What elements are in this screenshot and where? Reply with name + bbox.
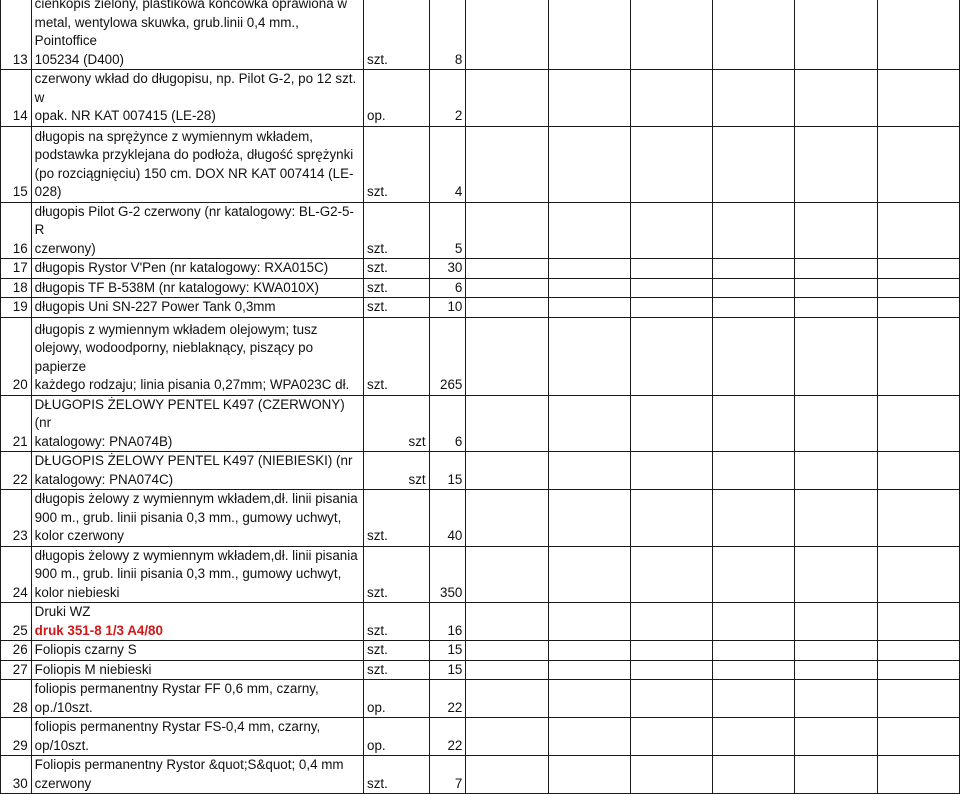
quantity-cell[interactable]: 15 xyxy=(429,660,466,680)
description-line: czerwony xyxy=(34,775,92,791)
table-row xyxy=(1,660,960,680)
empty-cell[interactable] xyxy=(548,317,630,395)
empty-cell[interactable] xyxy=(795,317,877,395)
quantity-cell[interactable]: 10 xyxy=(429,298,466,318)
description-line: katalogowy: PNA074B) xyxy=(34,433,173,449)
empty-cell[interactable] xyxy=(466,202,548,259)
table-row xyxy=(1,546,960,603)
unit-cell[interactable]: szt. xyxy=(364,490,430,547)
description-line: metal, wentylowa skuwka, grub.linii 0,4 mm., Pointoffice xyxy=(34,14,299,48)
description-line: długopis żelowy z wymiennym wkładem,dł. linii pisania xyxy=(34,491,358,506)
table-row xyxy=(1,680,960,718)
empty-cell[interactable] xyxy=(877,70,959,127)
empty-cell[interactable] xyxy=(548,259,630,279)
empty-cell[interactable] xyxy=(795,756,877,794)
quantity-cell[interactable]: 30 xyxy=(429,259,466,279)
table-row xyxy=(1,490,960,547)
empty-cell[interactable] xyxy=(713,202,795,259)
item-description-cell[interactable] xyxy=(31,718,363,756)
empty-cell[interactable] xyxy=(466,660,548,680)
table-row xyxy=(1,278,960,298)
empty-cell[interactable] xyxy=(466,317,548,395)
unit-cell[interactable]: szt. xyxy=(364,641,430,661)
table-row xyxy=(1,641,960,661)
item-description-cell[interactable] xyxy=(31,756,363,794)
empty-cell[interactable] xyxy=(713,452,795,490)
description-line: długopis z wymiennym wkładem olejowym; tusz xyxy=(34,321,318,337)
quantity-cell[interactable]: 350 xyxy=(429,546,466,603)
unit-cell[interactable]: szt. xyxy=(364,603,430,641)
empty-cell[interactable] xyxy=(713,395,795,452)
item-description-cell[interactable] xyxy=(31,317,363,395)
row-number[interactable]: 19 xyxy=(1,298,32,318)
empty-cell[interactable] xyxy=(877,259,959,279)
description-line: opak. NR KAT 007415 (LE-28) xyxy=(34,108,216,123)
row-number[interactable]: 23 xyxy=(1,490,32,547)
empty-cell[interactable] xyxy=(877,298,959,318)
description-line: długopis Rystor V'Pen (nr katalogowy: RXA015C) xyxy=(34,260,329,275)
empty-cell[interactable] xyxy=(466,259,548,279)
unit-cell[interactable]: szt xyxy=(364,395,430,452)
item-description-cell[interactable] xyxy=(31,0,363,70)
empty-cell[interactable] xyxy=(466,395,548,452)
empty-cell[interactable] xyxy=(548,660,630,680)
empty-cell[interactable] xyxy=(466,126,548,202)
description-line: kolor niebieski xyxy=(34,584,120,600)
description-line: olejowy, wodoodporny, nieblaknący, piszący po papierze xyxy=(34,340,314,374)
empty-cell[interactable] xyxy=(630,70,712,127)
item-description-cell[interactable] xyxy=(31,641,363,661)
unit-cell[interactable]: op. xyxy=(364,70,430,127)
item-description-cell[interactable] xyxy=(31,70,363,127)
row-number[interactable]: 20 xyxy=(1,317,32,395)
description-line: długopis Uni SN-227 Power Tank 0,3mm xyxy=(34,299,276,314)
empty-cell[interactable] xyxy=(877,641,959,661)
empty-cell[interactable] xyxy=(795,126,877,202)
unit-cell[interactable]: szt. xyxy=(364,126,430,202)
empty-cell[interactable] xyxy=(713,317,795,395)
empty-cell[interactable] xyxy=(630,202,712,259)
empty-cell[interactable] xyxy=(548,490,630,547)
description-line: Foliopis permanentny Rystor &quot;S&quot; 0,4 mm xyxy=(34,757,344,772)
empty-cell[interactable] xyxy=(795,278,877,298)
description-line: Druki WZ xyxy=(34,604,91,619)
empty-cell[interactable] xyxy=(795,298,877,318)
empty-cell[interactable] xyxy=(877,680,959,718)
row-number[interactable]: 15 xyxy=(1,126,32,202)
empty-cell[interactable] xyxy=(548,603,630,641)
empty-cell[interactable] xyxy=(630,452,712,490)
quantity-cell[interactable]: 15 xyxy=(429,452,466,490)
empty-cell[interactable] xyxy=(548,298,630,318)
empty-cell[interactable] xyxy=(713,603,795,641)
row-number[interactable]: 14 xyxy=(1,70,32,127)
unit-cell[interactable]: szt. xyxy=(364,317,430,395)
quantity-cell[interactable]: 8 xyxy=(429,0,466,70)
quantity-cell[interactable]: 22 xyxy=(429,680,466,718)
empty-cell[interactable] xyxy=(795,718,877,756)
item-description-cell[interactable] xyxy=(31,452,363,490)
description-line: czerwony wkład do długopisu, np. Pilot G-2, po 12 szt. w xyxy=(34,71,357,105)
empty-cell[interactable] xyxy=(466,680,548,718)
row-number[interactable]: 18 xyxy=(1,278,32,298)
item-description-cell[interactable] xyxy=(31,603,363,641)
row-number[interactable]: 28 xyxy=(1,680,32,718)
empty-cell[interactable] xyxy=(466,70,548,127)
empty-cell[interactable] xyxy=(630,0,712,70)
description-line: foliopis permanentny Rystar FF 0,6 mm, czarny, xyxy=(34,681,319,696)
empty-cell[interactable] xyxy=(877,718,959,756)
empty-cell[interactable] xyxy=(877,660,959,680)
table-row xyxy=(1,452,960,490)
empty-cell[interactable] xyxy=(630,756,712,794)
empty-cell[interactable] xyxy=(466,641,548,661)
description-line: Foliopis czarny S xyxy=(34,642,137,657)
quantity-cell[interactable]: 22 xyxy=(429,718,466,756)
description-line: długopis żelowy z wymiennym wkładem,dł. linii pisania xyxy=(34,547,358,563)
description-line: op/10szt. xyxy=(34,737,90,753)
description-line: długopis TF B-538M (nr katalogowy: KWA010X) xyxy=(34,279,319,295)
description-line: op./10szt. xyxy=(34,699,93,715)
unit-cell[interactable]: szt. xyxy=(364,756,430,794)
quantity-cell[interactable]: 16 xyxy=(429,603,466,641)
unit-cell[interactable]: op. xyxy=(364,718,430,756)
empty-cell[interactable] xyxy=(713,70,795,127)
empty-cell[interactable] xyxy=(466,718,548,756)
empty-cell[interactable] xyxy=(795,70,877,127)
empty-cell[interactable] xyxy=(466,452,548,490)
item-description-cell[interactable] xyxy=(31,546,363,603)
empty-cell[interactable] xyxy=(877,278,959,298)
row-number[interactable]: 16 xyxy=(1,202,32,259)
quantity-cell[interactable]: 2 xyxy=(429,70,466,127)
empty-cell[interactable] xyxy=(795,395,877,452)
empty-cell[interactable] xyxy=(630,680,712,718)
empty-cell[interactable] xyxy=(630,718,712,756)
empty-cell[interactable] xyxy=(795,660,877,680)
description-line: (po rozciągnięciu) 150 cm. DOX NR KAT 007414 (LE-028) xyxy=(34,165,354,199)
empty-cell[interactable] xyxy=(548,0,630,70)
row-number[interactable]: 24 xyxy=(1,546,32,603)
empty-cell[interactable] xyxy=(713,298,795,318)
empty-cell[interactable] xyxy=(630,490,712,547)
item-description-cell[interactable] xyxy=(31,259,363,279)
description-line: DŁUGOPIS ŻELOWY PENTEL K497 (CZERWONY) (nr xyxy=(34,396,345,430)
unit-cell[interactable]: szt. xyxy=(364,0,430,70)
description-line: podstawka przyklejana do podłoża, długość sprężynki xyxy=(34,147,354,162)
empty-cell[interactable] xyxy=(877,317,959,395)
empty-cell[interactable] xyxy=(630,259,712,279)
empty-cell[interactable] xyxy=(795,259,877,279)
description-line: 900 m., grub. linii pisania 0,3 mm., gumowy uchwyt, xyxy=(34,566,342,581)
row-number[interactable]: 13 xyxy=(1,0,32,70)
empty-cell[interactable] xyxy=(877,756,959,794)
description-line: każdego rodzaju; linia pisania 0,27mm; WPA023C dł. xyxy=(34,377,350,392)
empty-cell[interactable] xyxy=(795,490,877,547)
unit-cell[interactable]: szt. xyxy=(364,202,430,259)
empty-cell[interactable] xyxy=(630,603,712,641)
unit-cell[interactable]: szt xyxy=(364,452,430,490)
quantity-cell[interactable]: 4 xyxy=(429,126,466,202)
empty-cell[interactable] xyxy=(713,660,795,680)
item-description-cell[interactable] xyxy=(31,298,363,318)
row-number[interactable]: 25 xyxy=(1,603,32,641)
unit-cell[interactable]: szt. xyxy=(364,278,430,298)
empty-cell[interactable] xyxy=(466,756,548,794)
quantity-cell[interactable]: 7 xyxy=(429,756,466,794)
empty-cell[interactable] xyxy=(713,126,795,202)
description-line: 105234 (D400) xyxy=(34,51,125,67)
empty-cell[interactable] xyxy=(795,202,877,259)
empty-cell[interactable] xyxy=(713,680,795,718)
quantity-cell[interactable]: 5 xyxy=(429,202,466,259)
empty-cell[interactable] xyxy=(466,490,548,547)
row-number[interactable]: 17 xyxy=(1,259,32,279)
empty-cell[interactable] xyxy=(877,490,959,547)
empty-cell[interactable] xyxy=(630,278,712,298)
row-number[interactable]: 30 xyxy=(1,756,32,794)
empty-cell[interactable] xyxy=(877,395,959,452)
empty-cell[interactable] xyxy=(795,452,877,490)
description-line: cienkopis zielony, plastikowa końcówka oprawiona w xyxy=(34,0,348,11)
empty-cell[interactable] xyxy=(630,126,712,202)
table-row xyxy=(1,395,960,452)
table-row xyxy=(1,718,960,756)
item-description-cell[interactable] xyxy=(31,126,363,202)
unit-cell[interactable]: op. xyxy=(364,680,430,718)
item-description-cell[interactable] xyxy=(31,395,363,452)
empty-cell[interactable] xyxy=(548,641,630,661)
row-number[interactable]: 27 xyxy=(1,660,32,680)
table-row xyxy=(1,0,960,70)
empty-cell[interactable] xyxy=(795,0,877,70)
table-row xyxy=(1,126,960,202)
unit-cell[interactable]: szt. xyxy=(364,259,430,279)
row-number[interactable]: 26 xyxy=(1,641,32,661)
table-row xyxy=(1,259,960,279)
empty-cell[interactable] xyxy=(877,0,959,70)
table-row xyxy=(1,603,960,641)
description-line: czerwony) xyxy=(34,240,96,256)
unit-cell[interactable]: szt. xyxy=(364,546,430,603)
item-description-cell[interactable] xyxy=(31,490,363,547)
row-number[interactable]: 21 xyxy=(1,395,32,452)
quantity-cell[interactable]: 6 xyxy=(429,395,466,452)
empty-cell[interactable] xyxy=(548,126,630,202)
empty-cell[interactable] xyxy=(877,603,959,641)
empty-cell[interactable] xyxy=(877,202,959,259)
table-row xyxy=(1,298,960,318)
item-description-cell[interactable] xyxy=(31,660,363,680)
item-description-cell[interactable] xyxy=(31,680,363,718)
empty-cell[interactable] xyxy=(466,0,548,70)
quantity-cell[interactable]: 265 xyxy=(429,317,466,395)
empty-cell[interactable] xyxy=(713,756,795,794)
quantity-cell[interactable]: 15 xyxy=(429,641,466,661)
spreadsheet-body xyxy=(1,0,960,794)
empty-cell[interactable] xyxy=(795,641,877,661)
empty-cell[interactable] xyxy=(466,298,548,318)
empty-cell[interactable] xyxy=(713,718,795,756)
empty-cell[interactable] xyxy=(713,259,795,279)
description-line: foliopis permanentny Rystar FS-0,4 mm, czarny, xyxy=(34,719,321,734)
unit-cell[interactable]: szt. xyxy=(364,660,430,680)
table-row xyxy=(1,756,960,794)
empty-cell[interactable] xyxy=(630,317,712,395)
row-number[interactable]: 22 xyxy=(1,452,32,490)
description-line: długopis Pilot G-2 czerwony (nr katalogowy: BL-G2-5-R xyxy=(34,203,354,237)
empty-cell[interactable] xyxy=(630,641,712,661)
empty-cell[interactable] xyxy=(713,546,795,603)
empty-cell[interactable] xyxy=(877,126,959,202)
row-number[interactable]: 29 xyxy=(1,718,32,756)
empty-cell[interactable] xyxy=(795,680,877,718)
empty-cell[interactable] xyxy=(548,452,630,490)
empty-cell[interactable] xyxy=(713,278,795,298)
empty-cell[interactable] xyxy=(877,546,959,603)
highlighted-description-line: druk 351-8 1/3 A4/80 xyxy=(34,622,163,638)
empty-cell[interactable] xyxy=(630,546,712,603)
empty-cell[interactable] xyxy=(466,546,548,603)
empty-cell[interactable] xyxy=(466,278,548,298)
description-line: 900 m., grub. linii pisania 0,3 mm., gumowy uchwyt, xyxy=(34,509,342,525)
empty-cell[interactable] xyxy=(713,0,795,70)
quantity-cell[interactable]: 40 xyxy=(429,490,466,547)
description-line: kolor czerwony xyxy=(34,528,124,543)
empty-cell[interactable] xyxy=(548,202,630,259)
empty-cell[interactable] xyxy=(713,641,795,661)
table-row xyxy=(1,202,960,259)
empty-cell[interactable] xyxy=(548,718,630,756)
empty-cell[interactable] xyxy=(548,70,630,127)
empty-cell[interactable] xyxy=(877,452,959,490)
empty-cell[interactable] xyxy=(548,395,630,452)
empty-cell[interactable] xyxy=(466,603,548,641)
empty-cell[interactable] xyxy=(713,490,795,547)
item-description-cell[interactable] xyxy=(31,278,363,298)
description-line: długopis na sprężynce z wymiennym wkładem, xyxy=(34,128,314,144)
empty-cell[interactable] xyxy=(795,546,877,603)
description-line: katalogowy: PNA074C) xyxy=(34,471,174,487)
empty-cell[interactable] xyxy=(630,298,712,318)
quantity-cell[interactable]: 6 xyxy=(429,278,466,298)
empty-cell[interactable] xyxy=(548,756,630,794)
empty-cell[interactable] xyxy=(630,395,712,452)
table-row xyxy=(1,70,960,127)
empty-cell[interactable] xyxy=(630,660,712,680)
empty-cell[interactable] xyxy=(795,603,877,641)
empty-cell[interactable] xyxy=(548,546,630,603)
description-line: Foliopis M niebieski xyxy=(34,661,152,677)
unit-cell[interactable]: szt. xyxy=(364,298,430,318)
empty-cell[interactable] xyxy=(548,278,630,298)
table-row xyxy=(1,317,960,395)
description-line: DŁUGOPIS ŻELOWY PENTEL K497 (NIEBIESKI) (nr xyxy=(34,453,353,468)
empty-cell[interactable] xyxy=(548,680,630,718)
item-description-cell[interactable] xyxy=(31,202,363,259)
